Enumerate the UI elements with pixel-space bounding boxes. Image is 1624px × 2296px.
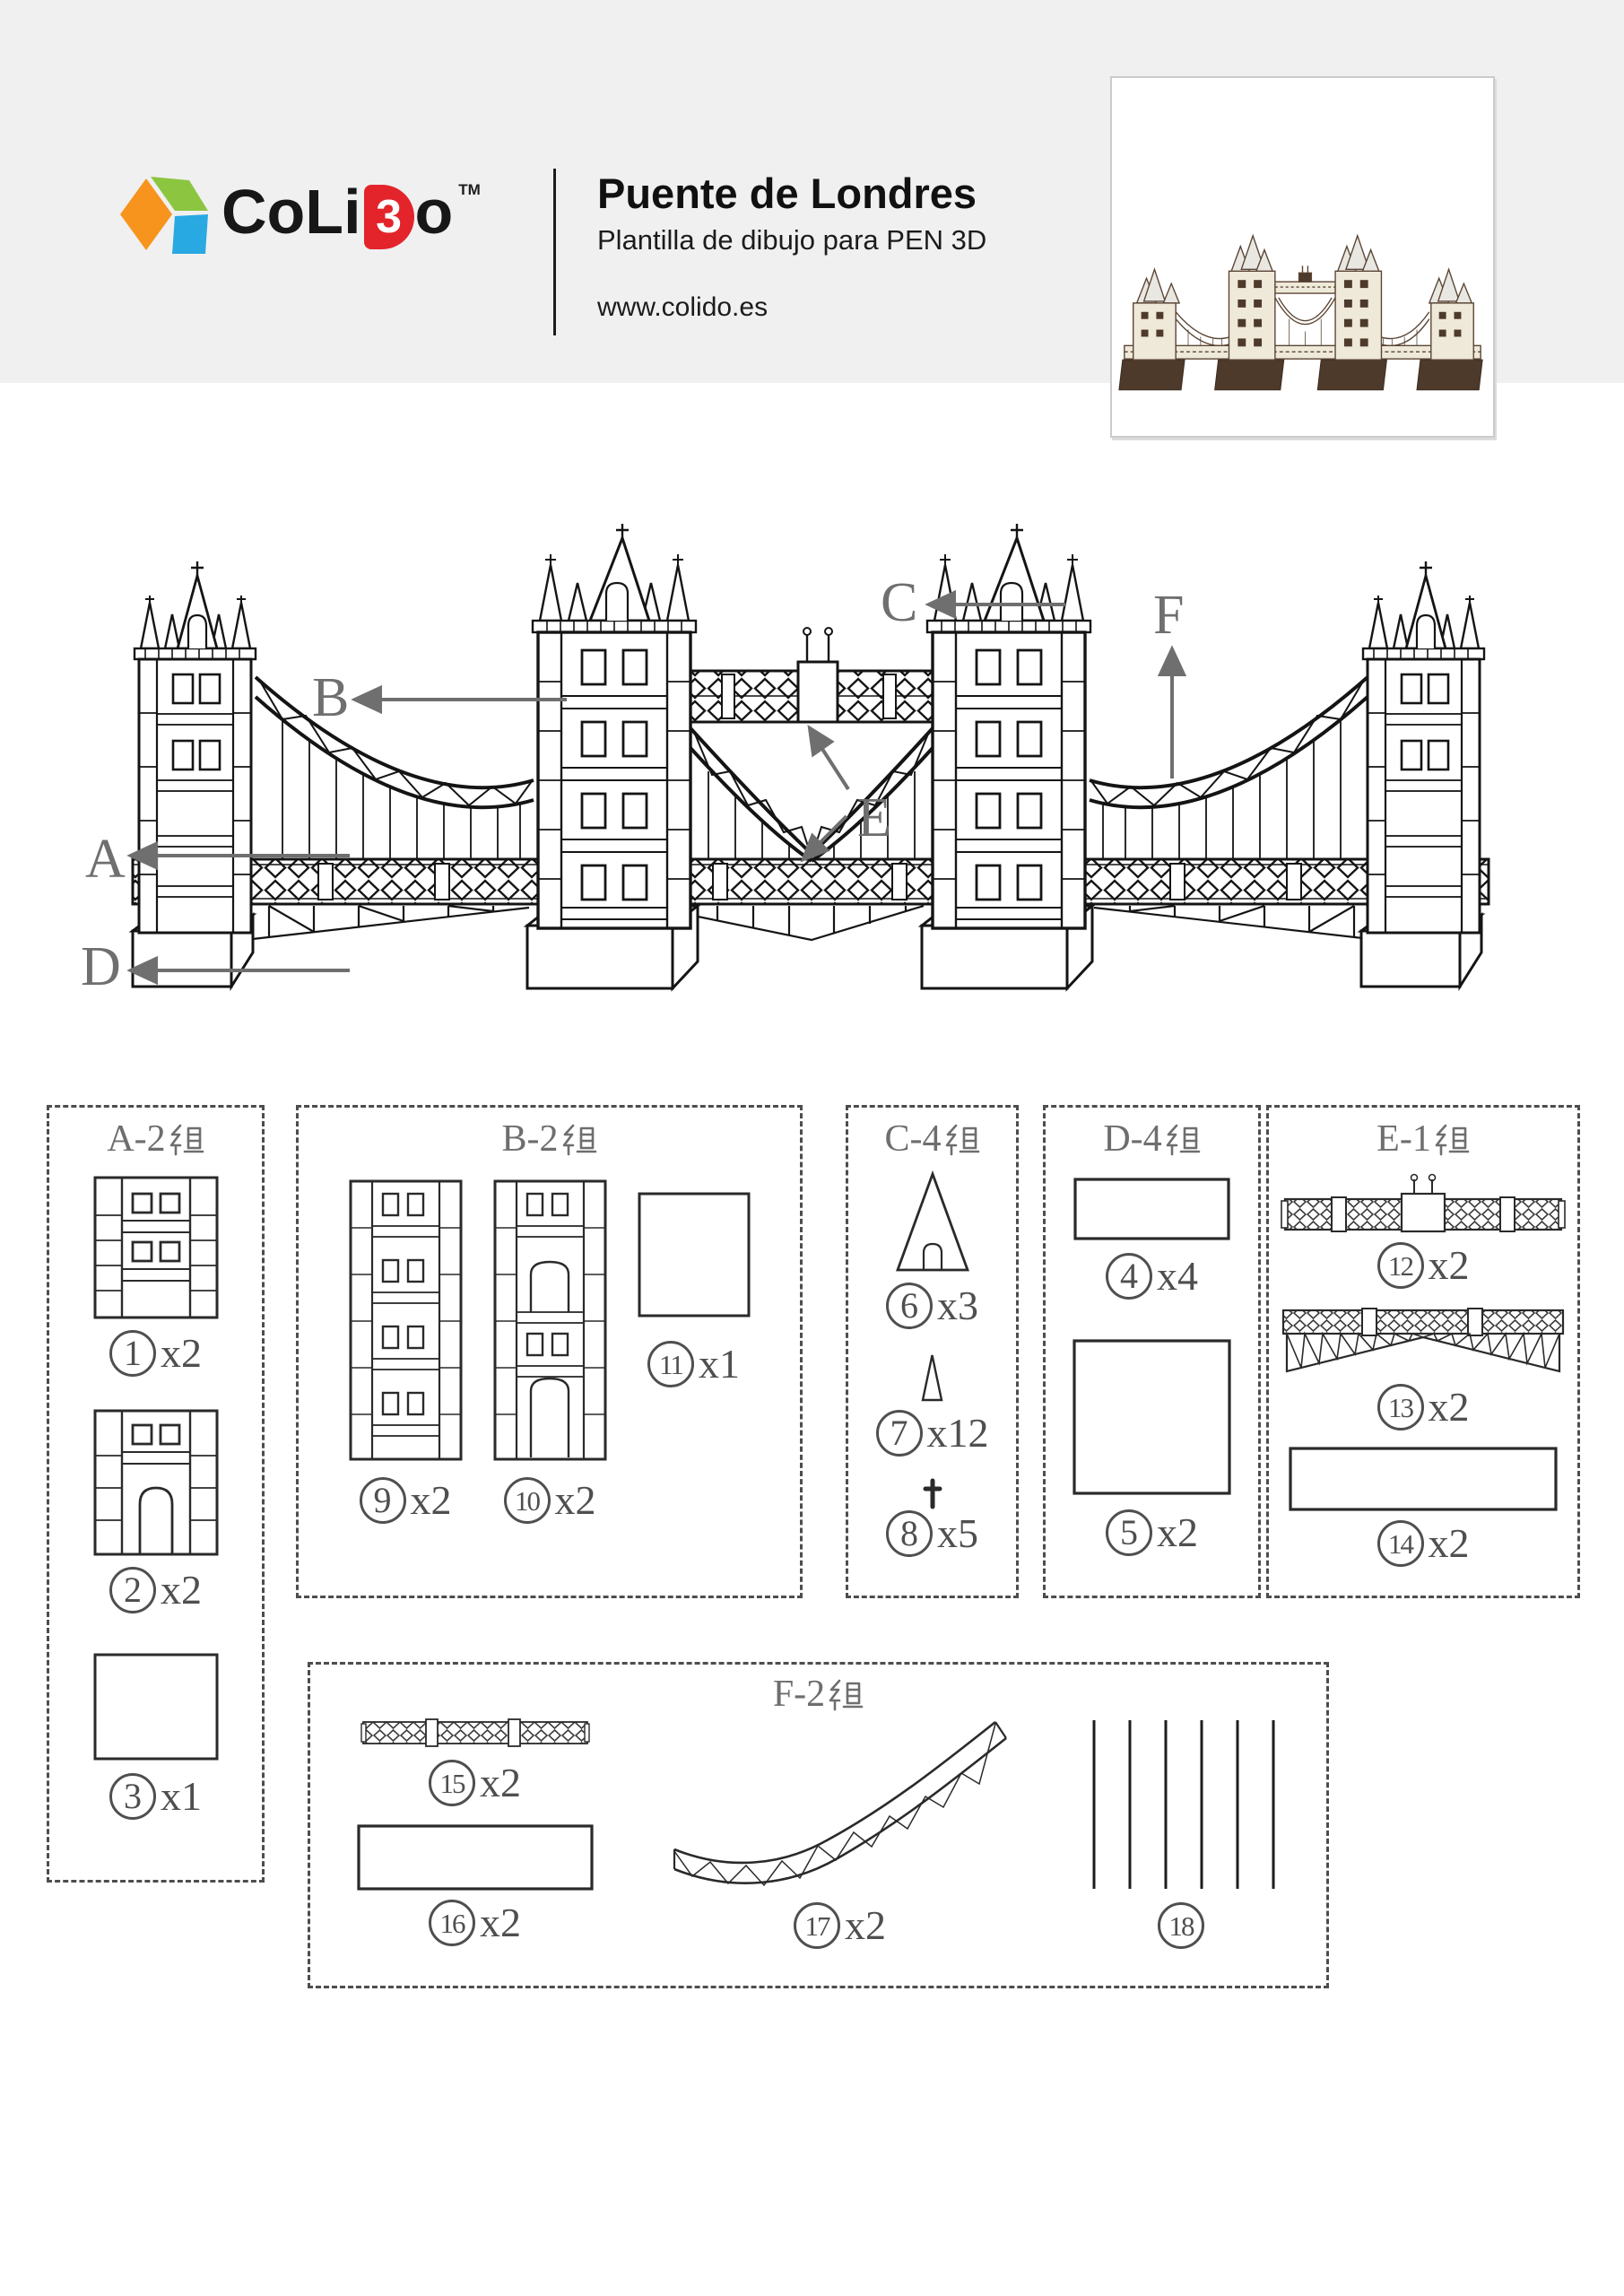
group-f-title [773, 1675, 864, 1713]
group-box-c [846, 1105, 1019, 1598]
part-6-label [886, 1283, 978, 1329]
part-15-number: 15 [429, 1760, 475, 1806]
part-4-number: 4 [1106, 1253, 1152, 1300]
label-E: E [857, 787, 891, 848]
part-4-shape [1073, 1178, 1230, 1240]
group-box-f [308, 1662, 1329, 1988]
group-c-title [885, 1120, 980, 1158]
zu-glyph [828, 1677, 864, 1713]
part-14-shape [1289, 1447, 1558, 1511]
label-C: C [881, 572, 918, 633]
zu-glyph [1434, 1122, 1470, 1158]
part-8-number: 8 [886, 1510, 933, 1557]
group-a-title-text: A-2 [107, 1118, 166, 1160]
trademark-symbol: TM [458, 181, 481, 198]
part-12-count: x2 [1428, 1242, 1470, 1288]
part-18-number: 18 [1158, 1902, 1204, 1949]
part-7-label [876, 1410, 989, 1457]
part-15-count: x2 [480, 1760, 521, 1805]
part-9-number: 9 [360, 1477, 406, 1524]
label-A: A [85, 829, 126, 890]
part-2-shape [93, 1409, 219, 1556]
part-6-shape [896, 1170, 969, 1274]
part-5-number: 5 [1106, 1509, 1152, 1556]
part-11-count: x1 [699, 1341, 740, 1387]
part-1-count: x2 [161, 1330, 202, 1376]
part-3-number: 3 [109, 1773, 156, 1820]
thumbnail-bridge-art [1112, 78, 1493, 436]
part-11-shape [638, 1192, 751, 1318]
part-12-number: 12 [1377, 1242, 1424, 1289]
group-box-d [1043, 1105, 1261, 1598]
part-10-label [504, 1477, 596, 1524]
part-13-label [1377, 1384, 1470, 1431]
group-d-title [1103, 1120, 1200, 1158]
group-box-b [296, 1105, 803, 1598]
part-2-count: x2 [161, 1567, 202, 1613]
part-16-label [429, 1900, 521, 1946]
part-12-label [1377, 1242, 1470, 1289]
part-15-label [429, 1760, 521, 1806]
group-c-title-text: C-4 [884, 1118, 942, 1160]
part-3-shape [93, 1653, 219, 1761]
part-5-shape [1073, 1339, 1231, 1495]
brand-3: 3 [376, 191, 402, 243]
part-9-shape [349, 1179, 463, 1461]
part-1-shape [93, 1176, 219, 1319]
colido-wordmark [221, 177, 481, 249]
part-14-count: x2 [1428, 1520, 1470, 1566]
label-D: D [81, 936, 121, 997]
group-a-title [107, 1120, 204, 1158]
group-box-a [47, 1105, 265, 1883]
part-1-number: 1 [109, 1330, 156, 1377]
part-2-label [109, 1567, 202, 1613]
part-7-shape [921, 1352, 943, 1403]
colido-logo [119, 176, 481, 258]
part-9-count: x2 [410, 1477, 452, 1523]
group-box-e [1266, 1105, 1580, 1598]
zu-glyph [1165, 1122, 1201, 1158]
part-17-count: x2 [845, 1902, 886, 1948]
group-b-title [502, 1120, 597, 1158]
part-17-shape [665, 1717, 1015, 1900]
label-F: F [1153, 585, 1185, 646]
label-B: B [312, 667, 350, 728]
part-2-number: 2 [109, 1567, 156, 1613]
part-14-number: 14 [1377, 1520, 1424, 1567]
part-17-label [794, 1902, 886, 1949]
colido-cube-icon [119, 176, 209, 258]
group-e-title [1376, 1120, 1470, 1158]
brand-d-badge [364, 185, 414, 249]
brand-text-prefix: CoLi [221, 177, 361, 247]
part-8-shape [923, 1476, 942, 1510]
part-1-label [109, 1330, 202, 1377]
part-18-shape [1087, 1717, 1281, 1892]
part-11-label [647, 1341, 740, 1387]
zu-glyph [561, 1122, 597, 1158]
part-5-label [1106, 1509, 1198, 1556]
part-18-label [1158, 1902, 1209, 1949]
part-9-label [360, 1477, 452, 1524]
part-6-number: 6 [886, 1283, 933, 1329]
part-10-count: x2 [554, 1477, 596, 1523]
part-12-shape [1280, 1170, 1567, 1233]
part-4-label [1106, 1253, 1198, 1300]
group-e-title-text: E-1 [1376, 1118, 1431, 1160]
part-5-count: x2 [1157, 1509, 1198, 1555]
part-13-number: 13 [1377, 1384, 1424, 1431]
part-8-count: x5 [937, 1510, 978, 1556]
bridge-thumbnail [1110, 76, 1495, 438]
part-13-count: x2 [1428, 1384, 1470, 1430]
part-3-count: x1 [161, 1773, 202, 1819]
part-4-count: x4 [1157, 1253, 1198, 1299]
brand-text-suffix: o [414, 177, 454, 247]
website-url: www.colido.es [597, 291, 769, 322]
part-14-label [1377, 1520, 1470, 1567]
part-3-label [109, 1773, 202, 1820]
part-16-shape [357, 1824, 594, 1891]
group-f-title-text: F-2 [772, 1674, 826, 1715]
part-10-number: 10 [504, 1477, 551, 1524]
page-title: Puente de Londres [597, 170, 977, 217]
zu-glyph [944, 1122, 980, 1158]
group-d-title-text: D-4 [1103, 1118, 1162, 1160]
page-subtitle: Plantilla de dibujo para PEN 3D [597, 223, 987, 256]
part-16-count: x2 [480, 1900, 521, 1945]
title-block [553, 169, 986, 335]
part-16-number: 16 [429, 1900, 475, 1946]
part-7-count: x12 [926, 1410, 989, 1456]
part-8-label [886, 1510, 978, 1557]
group-b-title-text: B-2 [501, 1118, 559, 1160]
part-6-count: x3 [937, 1283, 978, 1328]
part-15-shape [360, 1717, 591, 1747]
part-17-number: 17 [794, 1902, 840, 1949]
bridge-diagram [54, 520, 1542, 1022]
part-13-shape [1280, 1307, 1567, 1377]
zu-glyph [169, 1122, 204, 1158]
part-10-shape [493, 1179, 607, 1461]
part-11-number: 11 [647, 1341, 694, 1387]
part-7-number: 7 [876, 1410, 923, 1457]
